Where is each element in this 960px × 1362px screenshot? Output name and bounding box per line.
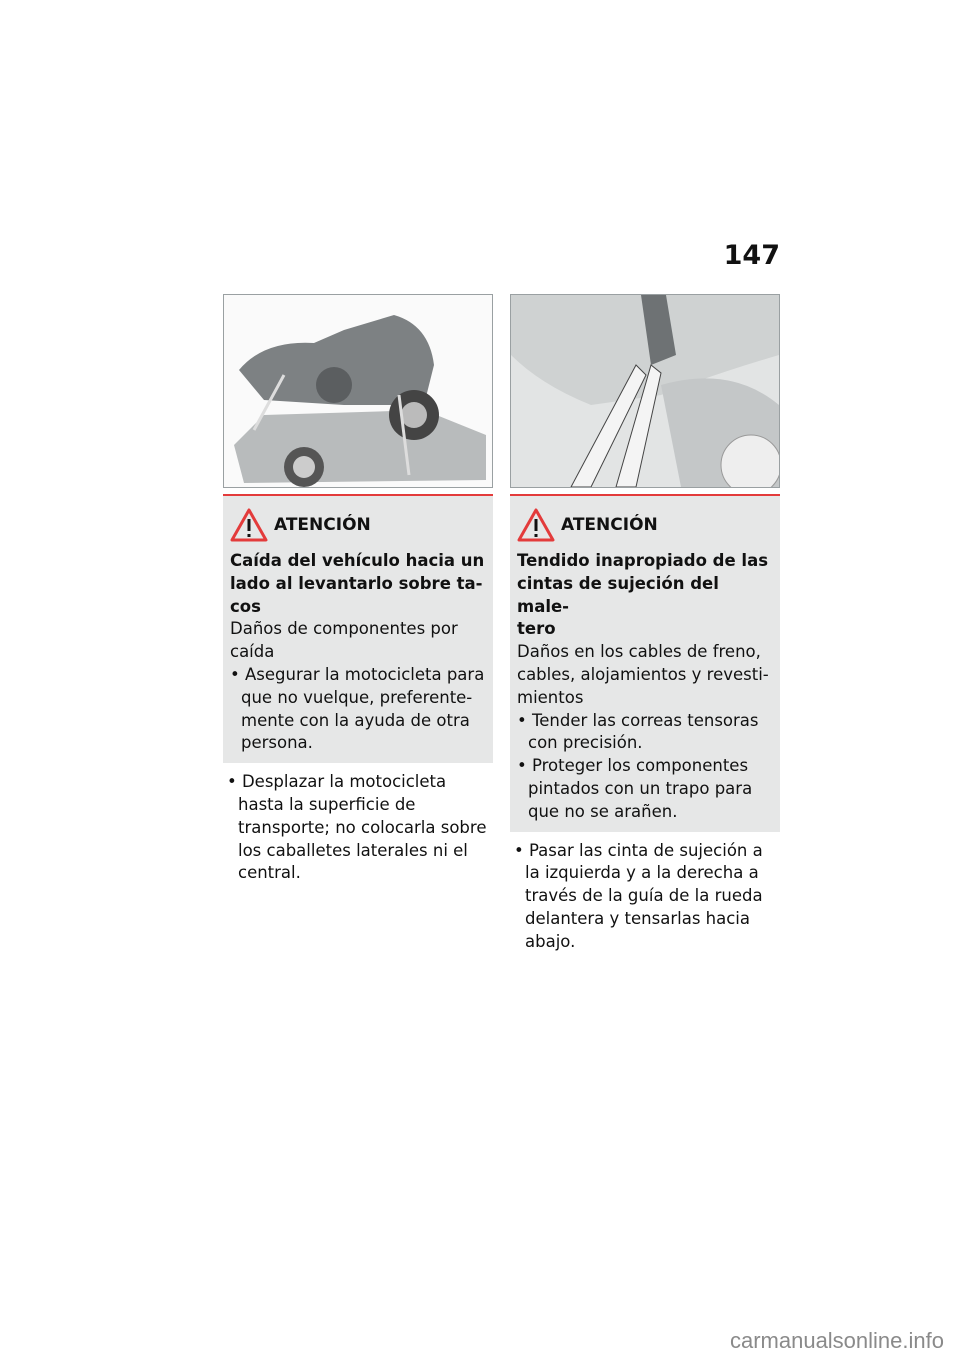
step-item: • Pasar las cinta de sujeción a la izquierda y a la derecha a través de la guía de la rueda delantera y tensarlas hacia abajo. [514, 840, 763, 951]
consequence-line: cables, alojamientos y revesti- [517, 664, 769, 684]
hazard-line: Tendido inapropiado de las [517, 551, 769, 570]
warning-box [510, 494, 780, 832]
warning-box [223, 494, 493, 763]
right-column [510, 294, 780, 954]
front-wheel-strap-figure [510, 294, 780, 488]
consequence-line: Daños en los cables de freno, [517, 642, 761, 662]
hazard-line: tero [517, 619, 556, 639]
left-column [223, 294, 493, 885]
hazard-line: cintas de sujeción del male- [517, 573, 719, 616]
measure-item: • Proteger los componentes pintados con un trapo para que no se arañen. [517, 756, 753, 821]
step-item: • Desplazar la motocicleta hasta la superficie de transporte; no colocarla sobre los caballetes laterales ni el central. [227, 772, 487, 883]
hazard-line: Caída del vehículo hacia un [230, 551, 485, 570]
consequence-line: caída [230, 642, 275, 662]
motorcycle-on-trailer-figure [223, 294, 493, 488]
warning-triangle-icon [517, 508, 555, 542]
watermark: carmanualsonline.info [729, 1328, 944, 1353]
warning-title: ATENCIÓN [274, 514, 371, 535]
consequence-line: mientos [517, 687, 584, 707]
consequence-line: Daños de componentes por [230, 619, 458, 639]
page-number: 147 [723, 240, 780, 271]
warning-title: ATENCIÓN [561, 514, 658, 535]
measure-item: • Asegurar la motocicleta para que no vuelque, preferente-mente con la ayuda de otra persona. [230, 664, 485, 753]
hazard-line: lado al levantarlo sobre ta- [230, 573, 483, 593]
hazard-line: cos [230, 596, 261, 616]
measure-item: • Tender las correas tensoras con precisión. [517, 710, 759, 753]
warning-triangle-icon [230, 508, 268, 542]
